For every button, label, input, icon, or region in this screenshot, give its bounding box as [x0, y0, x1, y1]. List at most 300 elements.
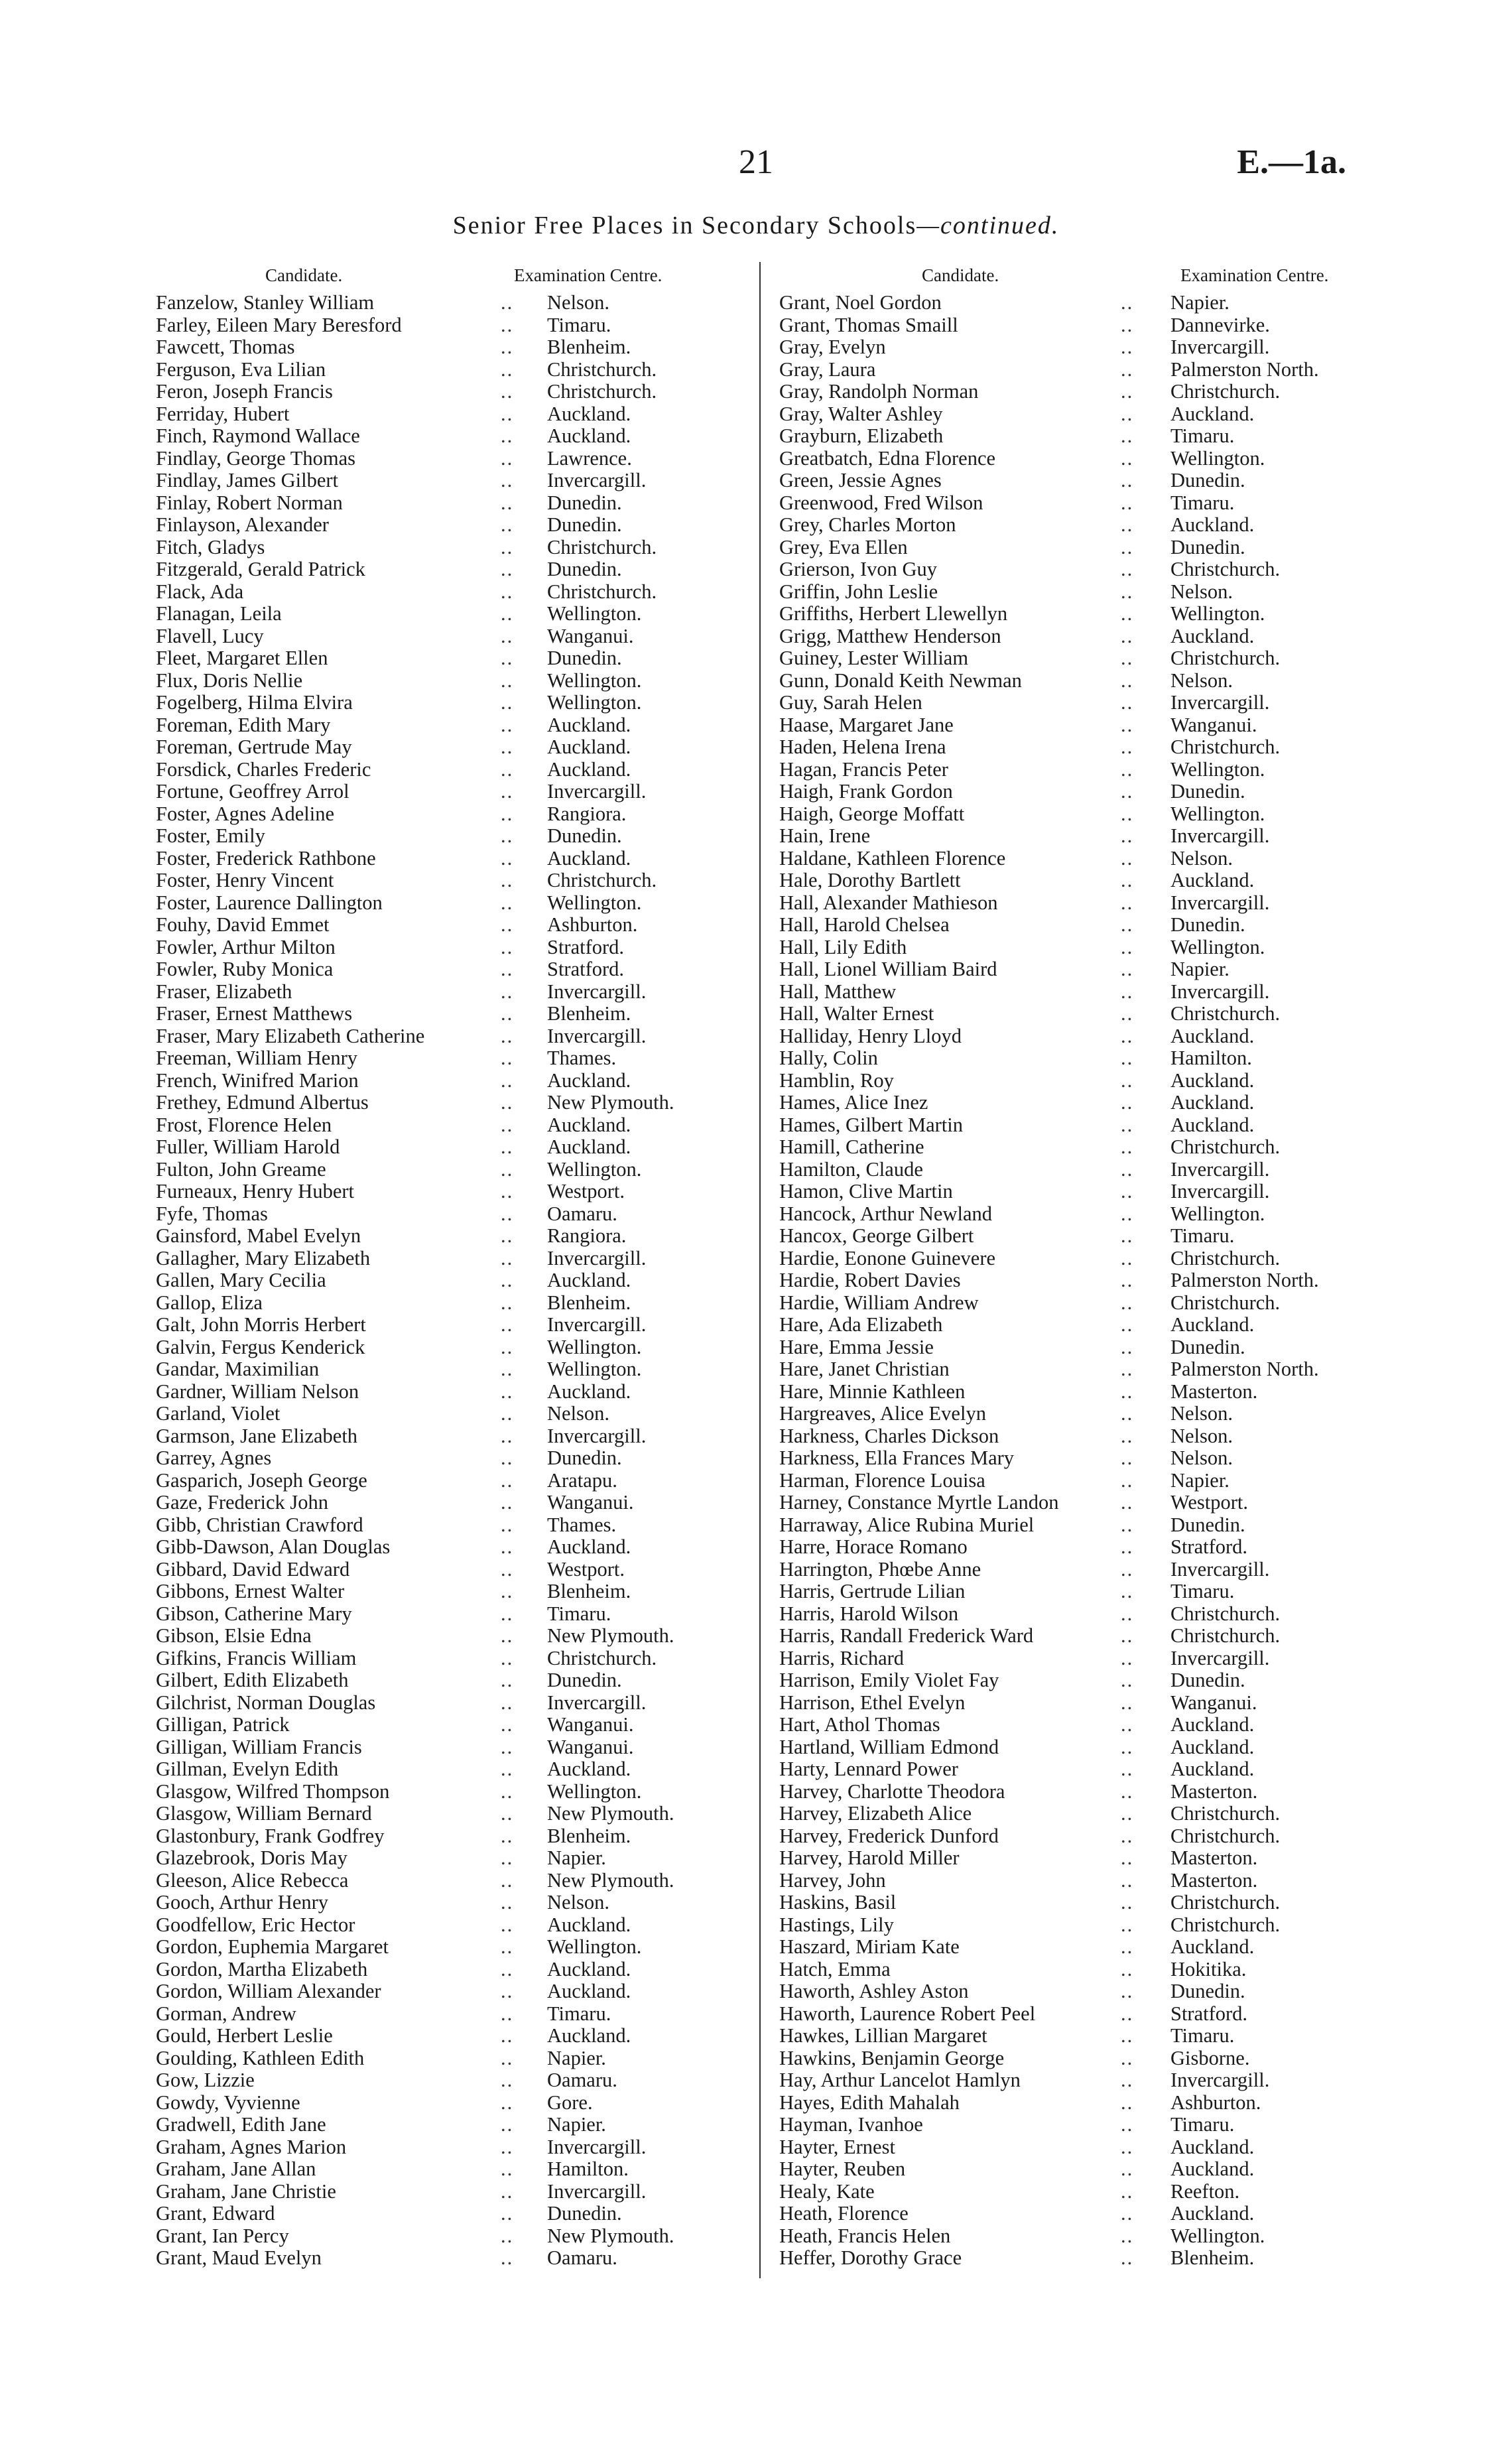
dot-leader: ..	[501, 1135, 514, 1158]
dot-leader: ..	[1121, 357, 1134, 381]
centre-header: Examination Centre.	[514, 265, 662, 285]
candidate-name: Hancox, George Gilbert	[779, 1224, 974, 1247]
examination-centre: Gisborne.	[1170, 2046, 1250, 2069]
dot-leader: ..	[501, 1980, 514, 2002]
candidate-name: Hancock, Arthur Newland	[779, 1202, 992, 1225]
candidate-row	[779, 1047, 1376, 1070]
examination-centre: Rangiora.	[547, 1224, 627, 1247]
candidate-name: Feron, Joseph Francis	[156, 380, 333, 403]
candidate-row	[779, 2025, 1376, 2047]
dot-leader: ..	[1121, 1713, 1134, 1736]
candidate-name: Foreman, Gertrude May	[156, 736, 352, 758]
candidate-name: Glasgow, William Bernard	[156, 1802, 372, 1825]
candidate-name: Harris, Richard	[779, 1646, 905, 1669]
examination-centre: Dunedin.	[547, 824, 622, 847]
candidate-row	[156, 1870, 733, 1892]
candidate-name: Gifkins, Francis William	[156, 1646, 357, 1669]
candidate-name: Gardner, William Nelson	[156, 1380, 359, 1403]
dot-leader: ..	[1121, 846, 1134, 870]
candidate-name: Green, Jessie Agnes	[779, 469, 942, 491]
candidate-name: Gibson, Elsie Edna	[156, 1624, 312, 1647]
candidate-row	[156, 2003, 733, 2026]
right-column-header	[779, 265, 1376, 292]
examination-centre: Hokitika.	[1170, 1957, 1247, 1980]
dot-leader: ..	[501, 669, 514, 692]
candidate-name: Gray, Randolph Norman	[779, 380, 979, 403]
candidate-name: Glazebrook, Doris May	[156, 1846, 347, 1869]
dot-leader: ..	[1121, 602, 1134, 625]
candidate-name: Fowler, Arthur Milton	[156, 935, 336, 958]
candidate-row	[779, 2047, 1376, 2070]
candidate-name: Flanagan, Leila	[156, 602, 282, 625]
dot-leader: ..	[1121, 1135, 1134, 1158]
dot-leader: ..	[501, 624, 514, 647]
left-column	[156, 265, 733, 2270]
candidate-name: Haigh, George Moffatt	[779, 802, 965, 825]
dot-leader: ..	[1121, 713, 1134, 736]
dot-leader: ..	[501, 2113, 514, 2136]
candidate-row	[779, 1070, 1376, 1092]
candidate-row	[156, 914, 733, 937]
candidate-row	[156, 2158, 733, 2181]
candidate-name: Fleet, Margaret Ellen	[156, 647, 328, 669]
candidate-name: Goulding, Kathleen Edith	[156, 2046, 365, 2069]
examination-centre: Invercargill.	[1170, 891, 1270, 914]
candidate-name: Gandar, Maximilian	[156, 1358, 320, 1380]
candidate-row	[779, 2247, 1376, 2270]
candidate-name: Hay, Arthur Lancelot Hamlyn	[779, 2069, 1021, 2091]
examination-centre: Palmerston North.	[1170, 1358, 1319, 1380]
candidate-row	[156, 1470, 733, 1492]
dot-leader: ..	[1121, 647, 1134, 669]
examination-centre: Dunedin.	[547, 1669, 622, 1691]
candidate-name: Hardie, Eonone Guinevere	[779, 1246, 996, 1269]
candidate-row	[779, 1225, 1376, 1248]
candidate-row	[156, 1292, 733, 1315]
dot-leader: ..	[1121, 1068, 1134, 1092]
dot-leader: ..	[501, 1491, 514, 1514]
examination-centre: New Plymouth.	[547, 2224, 674, 2247]
examination-centre: Napier.	[547, 1846, 606, 1869]
examination-centre: Oamaru.	[547, 1202, 617, 1225]
candidate-name: Haldane, Kathleen Florence	[779, 846, 1006, 870]
candidate-name: Gilbert, Edith Elizabeth	[156, 1669, 349, 1691]
dot-leader: ..	[1121, 691, 1134, 714]
candidate-row	[779, 2181, 1376, 2203]
examination-centre: Napier.	[547, 2046, 606, 2069]
candidate-name: Gow, Lizzie	[156, 2069, 255, 2091]
candidate-name: Finlay, Robert Norman	[156, 491, 343, 514]
candidate-name: Grant, Ian Percy	[156, 2224, 289, 2247]
candidate-row	[779, 2225, 1376, 2248]
candidate-row	[156, 625, 733, 648]
examination-centre: Napier.	[1170, 291, 1229, 314]
dot-leader: ..	[501, 647, 514, 669]
examination-centre: Wanganui.	[547, 1491, 634, 1514]
candidate-row	[156, 647, 733, 670]
dot-leader: ..	[501, 580, 514, 603]
examination-centre: Blenheim.	[547, 1002, 631, 1025]
candidate-row	[779, 1447, 1376, 1470]
candidate-row	[156, 292, 733, 314]
dot-leader: ..	[1121, 2046, 1134, 2069]
candidate-row	[156, 1336, 733, 1359]
candidate-name: Hayter, Ernest	[779, 2135, 895, 2158]
dot-leader: ..	[1121, 824, 1134, 847]
candidate-name: Gallop, Eliza	[156, 1291, 263, 1314]
candidate-name: Gibb, Christian Crawford	[156, 1513, 363, 1536]
candidate-row	[156, 981, 733, 1003]
examination-centre: Auckland.	[547, 1068, 631, 1092]
candidate-row	[779, 2158, 1376, 2181]
candidate-row	[156, 2247, 733, 2270]
examination-centre: Christchurch.	[1170, 1246, 1281, 1269]
examination-centre: Dunedin.	[1170, 1669, 1245, 1691]
candidate-name: Fortune, Geoffrey Arrol	[156, 780, 349, 803]
candidate-name: Gasparich, Joseph George	[156, 1468, 367, 1492]
dot-leader: ..	[501, 1691, 514, 1714]
examination-centre: Dunedin.	[547, 647, 622, 669]
candidate-row	[156, 381, 733, 403]
examination-centre: Timaru.	[547, 1602, 611, 1625]
dot-leader: ..	[1121, 980, 1134, 1003]
candidate-row	[779, 1514, 1376, 1537]
document-code: E.—1a.	[1237, 143, 1346, 181]
candidate-name: Hare, Janet Christian	[779, 1358, 950, 1380]
dot-leader: ..	[501, 2179, 514, 2203]
candidate-name: Garland, Violet	[156, 1402, 281, 1425]
candidate-name: Halliday, Henry Lloyd	[779, 1024, 962, 1047]
candidate-name: Hall, Walter Ernest	[779, 1002, 934, 1025]
candidate-row	[156, 1203, 733, 1226]
dot-leader: ..	[501, 1669, 514, 1691]
candidate-name: Freeman, William Henry	[156, 1047, 357, 1069]
examination-centre: Wellington.	[547, 602, 642, 625]
candidate-name: Harkness, Charles Dickson	[779, 1424, 999, 1447]
dot-leader: ..	[1121, 1180, 1134, 1202]
dot-leader: ..	[501, 380, 514, 403]
dot-leader: ..	[501, 780, 514, 803]
examination-centre: Dunedin.	[1170, 1980, 1245, 2002]
candidate-row	[779, 1914, 1376, 1937]
candidate-name: Gilligan, Patrick	[156, 1713, 290, 1736]
candidate-row	[156, 514, 733, 537]
dot-leader: ..	[1121, 1868, 1134, 1892]
examination-centre: Christchurch.	[1170, 1624, 1281, 1647]
candidate-row	[779, 937, 1376, 959]
dot-leader: ..	[501, 1624, 514, 1647]
examination-centre: Auckland.	[1170, 402, 1255, 425]
candidate-name: Gowdy, Vyvienne	[156, 2091, 300, 2114]
dot-leader: ..	[1121, 1269, 1134, 1291]
candidate-row	[156, 1358, 733, 1381]
candidate-row	[156, 1314, 733, 1336]
dot-leader: ..	[1121, 1380, 1134, 1403]
examination-centre: Timaru.	[1170, 491, 1235, 514]
dot-leader: ..	[1121, 1602, 1134, 1625]
examination-centre: Napier.	[547, 2113, 606, 2136]
examination-centre: Auckland.	[1170, 1758, 1255, 1780]
examination-centre: Invercargill.	[547, 2135, 647, 2158]
right-list	[779, 292, 1376, 2270]
dot-leader: ..	[1121, 2002, 1134, 2025]
dot-leader: ..	[501, 1068, 514, 1092]
dot-leader: ..	[501, 1780, 514, 1803]
candidate-row	[779, 1181, 1376, 1203]
dot-leader: ..	[501, 846, 514, 870]
candidate-name: Fanzelow, Stanley William	[156, 291, 375, 314]
candidate-name: Goodfellow, Eric Hector	[156, 1913, 355, 1936]
examination-centre: Ashburton.	[1170, 2091, 1261, 2114]
candidate-row	[779, 1781, 1376, 1803]
candidate-name: Hain, Irene	[779, 824, 871, 847]
candidate-name: Hamblin, Roy	[779, 1068, 894, 1092]
candidate-name: Glasgow, Wilfred Thompson	[156, 1780, 390, 1803]
candidate-row	[779, 1736, 1376, 1759]
dot-leader: ..	[501, 1202, 514, 1225]
dot-leader: ..	[501, 1358, 514, 1380]
dot-leader: ..	[1121, 1646, 1134, 1669]
candidate-row	[156, 492, 733, 515]
examination-centre: Auckland.	[547, 1380, 631, 1403]
examination-centre: Masterton.	[1170, 1868, 1258, 1892]
dot-leader: ..	[1121, 1491, 1134, 1514]
candidate-name: Gibbard, David Edward	[156, 1557, 350, 1581]
dot-leader: ..	[501, 1335, 514, 1358]
dot-leader: ..	[1121, 1024, 1134, 1047]
candidate-row	[779, 514, 1376, 537]
candidate-name: Greatbatch, Edna Florence	[779, 446, 996, 470]
dot-leader: ..	[1121, 402, 1134, 425]
candidate-row	[156, 2225, 733, 2248]
examination-centre: Christchurch.	[1170, 1291, 1281, 1314]
dot-leader: ..	[501, 2046, 514, 2069]
candidate-row	[156, 2025, 733, 2047]
candidate-name: Gunn, Donald Keith Newman	[779, 669, 1022, 692]
dot-leader: ..	[1121, 891, 1134, 914]
examination-centre: Masterton.	[1170, 1846, 1258, 1869]
examination-centre: Palmerston North.	[1170, 357, 1319, 381]
candidate-row	[156, 1892, 733, 1914]
examination-centre: Oamaru.	[547, 2246, 617, 2269]
dot-leader: ..	[501, 980, 514, 1003]
candidate-row	[779, 1269, 1376, 1292]
dot-leader: ..	[1121, 380, 1134, 403]
examination-centre: Wanganui.	[1170, 713, 1257, 736]
examination-centre: Christchurch.	[1170, 1602, 1281, 1625]
candidate-name: Gibbons, Ernest Walter	[156, 1580, 345, 1602]
dot-leader: ..	[501, 1513, 514, 1536]
dot-leader: ..	[1121, 313, 1134, 336]
candidate-row	[156, 1536, 733, 1559]
candidate-row	[156, 2181, 733, 2203]
dot-leader: ..	[501, 1313, 514, 1336]
examination-centre: Auckland.	[1170, 1113, 1255, 1136]
dot-leader: ..	[501, 2135, 514, 2158]
examination-centre: Auckland.	[1170, 1068, 1255, 1092]
examination-centre: Hamilton.	[1170, 1047, 1252, 1069]
dot-leader: ..	[501, 1935, 514, 1958]
dot-leader: ..	[501, 691, 514, 714]
examination-centre: Dunedin.	[547, 2202, 622, 2225]
examination-centre: Timaru.	[547, 313, 611, 336]
examination-centre: Christchurch.	[547, 869, 657, 891]
dot-leader: ..	[1121, 1802, 1134, 1825]
examination-centre: Invercargill.	[1170, 336, 1270, 358]
candidate-name: Grayburn, Elizabeth	[779, 424, 944, 447]
title-main: Senior Free Places in Secondary Schools	[452, 212, 917, 239]
candidate-row	[156, 603, 733, 625]
examination-centre: Auckland.	[1170, 2158, 1255, 2180]
candidate-name: Gordon, Martha Elizabeth	[156, 1957, 368, 1980]
candidate-row	[779, 1959, 1376, 1981]
candidate-row	[156, 781, 733, 803]
dot-leader: ..	[1121, 1447, 1134, 1469]
candidate-row	[779, 1536, 1376, 1559]
candidate-row	[779, 292, 1376, 314]
candidate-row	[779, 1314, 1376, 1336]
candidate-row	[156, 2136, 733, 2159]
candidate-row	[779, 692, 1376, 714]
candidate-row	[156, 1248, 733, 1270]
examination-centre: Christchurch.	[1170, 1802, 1281, 1825]
candidate-row	[156, 1403, 733, 1425]
examination-centre: Napier.	[1170, 958, 1229, 980]
examination-centre: Christchurch.	[1170, 558, 1281, 580]
dot-leader: ..	[1121, 535, 1134, 558]
examination-centre: Christchurch.	[547, 1646, 657, 1669]
candidate-name: Findlay, James Gilbert	[156, 469, 339, 491]
examination-centre: Nelson.	[1170, 1447, 1233, 1469]
centre-header: Examination Centre.	[1180, 265, 1329, 285]
candidate-name: Graham, Jane Allan	[156, 2158, 316, 2180]
examination-centre: Dunedin.	[547, 513, 622, 536]
candidate-name: Foster, Laurence Dallington	[156, 891, 383, 914]
candidate-name: Fitzgerald, Gerald Patrick	[156, 558, 365, 580]
candidate-row	[156, 425, 733, 448]
examination-centre: Invercargill.	[547, 1024, 647, 1047]
page-number: 21	[739, 143, 773, 181]
candidate-name: Haigh, Frank Gordon	[779, 780, 953, 803]
dot-leader: ..	[501, 1758, 514, 1780]
candidate-name: Haworth, Ashley Aston	[779, 1980, 969, 2002]
candidate-name: Gibb-Dawson, Alan Douglas	[156, 1535, 391, 1558]
examination-centre: Nelson.	[1170, 669, 1233, 692]
candidate-row	[779, 1492, 1376, 1514]
candidate-row	[779, 2069, 1376, 2092]
candidate-row	[156, 803, 733, 826]
examination-centre: Invercargill.	[1170, 1180, 1270, 1202]
dot-leader: ..	[501, 1246, 514, 1269]
dot-leader: ..	[1121, 1335, 1134, 1358]
candidate-row	[156, 1381, 733, 1403]
candidate-row	[779, 2092, 1376, 2114]
dot-leader: ..	[501, 402, 514, 425]
candidate-name: Glastonbury, Frank Godfrey	[156, 1824, 385, 1847]
candidate-row	[156, 1803, 733, 1825]
candidate-row	[156, 692, 733, 714]
dot-leader: ..	[501, 1402, 514, 1425]
candidate-name: Hall, Lionel William Baird	[779, 958, 997, 980]
candidate-row	[779, 1803, 1376, 1825]
candidate-row	[156, 1447, 733, 1470]
examination-centre: Nelson.	[547, 1402, 610, 1425]
candidate-row	[779, 736, 1376, 759]
candidate-row	[156, 1425, 733, 1448]
candidate-row	[779, 1980, 1376, 2003]
candidate-row	[156, 1669, 733, 1692]
candidate-row	[779, 1847, 1376, 1870]
dot-leader: ..	[501, 1957, 514, 1980]
candidate-name: Gallen, Mary Cecilia	[156, 1269, 326, 1291]
candidate-row	[156, 1603, 733, 1626]
examination-centre: Palmerston North.	[1170, 1269, 1319, 1291]
candidate-row	[779, 1159, 1376, 1181]
examination-centre: Dunedin.	[547, 491, 622, 514]
dot-leader: ..	[1121, 2135, 1134, 2158]
dot-leader: ..	[1121, 469, 1134, 491]
dot-leader: ..	[501, 1557, 514, 1581]
examination-centre: Auckland.	[1170, 2202, 1255, 2225]
dot-leader: ..	[1121, 1202, 1134, 1225]
dot-leader: ..	[501, 802, 514, 825]
dot-leader: ..	[1121, 1313, 1134, 1336]
candidate-name: Hare, Ada Elizabeth	[779, 1313, 943, 1336]
examination-centre: Auckland.	[1170, 1713, 1255, 1736]
candidate-row	[779, 714, 1376, 737]
candidate-row	[779, 958, 1376, 981]
candidate-row	[779, 470, 1376, 492]
dot-leader: ..	[1121, 2202, 1134, 2225]
candidate-row	[156, 1581, 733, 1603]
candidate-name: Harman, Florence Louisa	[779, 1468, 985, 1492]
candidate-row	[779, 603, 1376, 625]
candidate-row	[156, 1070, 733, 1092]
candidate-row	[779, 1870, 1376, 1892]
left-column-header	[156, 265, 733, 292]
candidate-row	[779, 1403, 1376, 1425]
candidate-name: Gorman, Andrew	[156, 2002, 296, 2025]
candidate-row	[156, 1648, 733, 1670]
dot-leader: ..	[1121, 2246, 1134, 2269]
candidate-row	[156, 336, 733, 359]
dot-leader: ..	[501, 2091, 514, 2114]
dot-leader: ..	[501, 313, 514, 336]
examination-centre: Christchurch.	[1170, 1891, 1281, 1913]
candidate-row	[779, 1603, 1376, 1626]
candidate-row	[779, 537, 1376, 559]
dot-leader: ..	[1121, 1513, 1134, 1536]
candidate-row	[156, 1514, 733, 1537]
examination-centre: Aratapu.	[547, 1468, 617, 1492]
dot-leader: ..	[501, 558, 514, 580]
examination-centre: Christchurch.	[1170, 380, 1281, 403]
candidate-name: Guiney, Lester William	[779, 647, 969, 669]
examination-centre: Timaru.	[1170, 2024, 1235, 2047]
candidate-name: Gray, Evelyn	[779, 336, 886, 358]
candidate-row	[779, 1936, 1376, 1959]
dot-leader: ..	[1121, 1246, 1134, 1269]
candidate-row	[156, 670, 733, 692]
candidate-row	[779, 1358, 1376, 1381]
examination-centre: Auckland.	[1170, 1091, 1255, 1114]
examination-centre: Auckland.	[547, 757, 631, 781]
candidate-row	[779, 581, 1376, 604]
column-divider	[759, 262, 761, 2278]
candidate-row	[156, 1047, 733, 1070]
dot-leader: ..	[501, 424, 514, 447]
dot-leader: ..	[501, 1802, 514, 1825]
